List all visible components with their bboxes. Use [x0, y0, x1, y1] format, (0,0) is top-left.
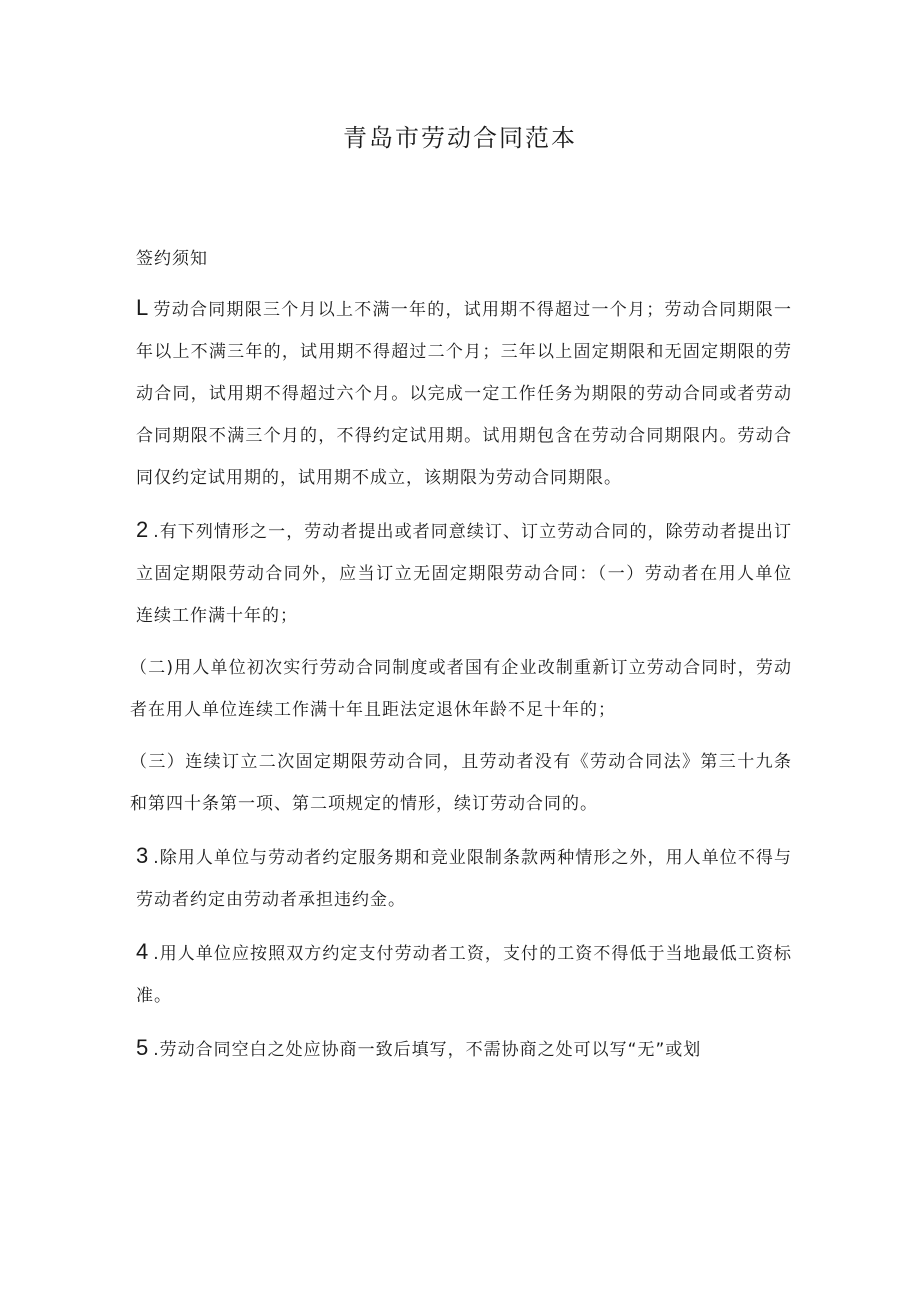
section-heading: 签约须知 [136, 249, 208, 269]
document-title: 青岛市劳动合同范本 [343, 124, 577, 152]
paragraph-2-item-3 [130, 741, 792, 825]
paragraph-text: .除用人单位与劳动者约定服务期和竞业限制条款两种情形之外，用人单位不得与劳动者约定由劳动者承担违约金。 [136, 848, 792, 910]
paragraph-3 [136, 835, 792, 921]
paragraph-marker: 5 [136, 1035, 150, 1060]
paragraph-text: （三）连续订立二次固定期限劳动合同，且劳动者没有《劳动合同法》第三十九条和第四十条第一项、第二项规定的情形，续订劳动合同的。 [130, 752, 792, 814]
paragraph-marker: 3 [136, 843, 150, 868]
paragraph-text: （二)用人单位初次实行劳动合同制度或者国有企业改制重新订立劳动合同时，劳动者在用人单位连续工作满十年且距法定退休年龄不足十年的； [130, 658, 792, 720]
paragraph-text: .用人单位应按照双方约定支付劳动者工资，支付的工资不得低于当地最低工资标准。 [136, 944, 792, 1006]
paragraph-marker: 2 [136, 517, 150, 542]
paragraph-5 [136, 1027, 792, 1071]
paragraph-4 [136, 931, 792, 1017]
paragraph-1 [136, 287, 792, 499]
paragraph-2 [136, 509, 792, 637]
paragraph-text: 劳动合同期限三个月以上不满一年的，试用期不得超过一个月；劳动合同期限一年以上不满三年的，试用期不得超过二个月；三年以上固定期限和无固定期限的劳动合同，试用期不得超过六个月。以完成一定工作任务为期限的劳动合同或者劳动合同期限不满三个月的，不得约定试用期。试用期包含在劳动合同期限内。劳动合同仅约定试用期的，试用期不成立，该期限为劳动合同期限。 [136, 300, 792, 488]
paragraph-marker: 4 [136, 939, 150, 964]
paragraph-text: .有下列情形之一，劳动者提出或者同意续订、订立劳动合同的，除劳动者提出订立固定期限劳动合同外，应当订立无固定期限劳动合同：（一）劳动者在用人单位连续工作满十年的； [136, 522, 792, 626]
paragraph-text: .劳动合同空白之处应协商一致后填写，不需协商之处可以写“无”或划 [153, 1040, 702, 1060]
document-body [130, 287, 792, 1081]
paragraph-marker: L [136, 295, 150, 320]
paragraph-2-item-2 [130, 647, 792, 731]
